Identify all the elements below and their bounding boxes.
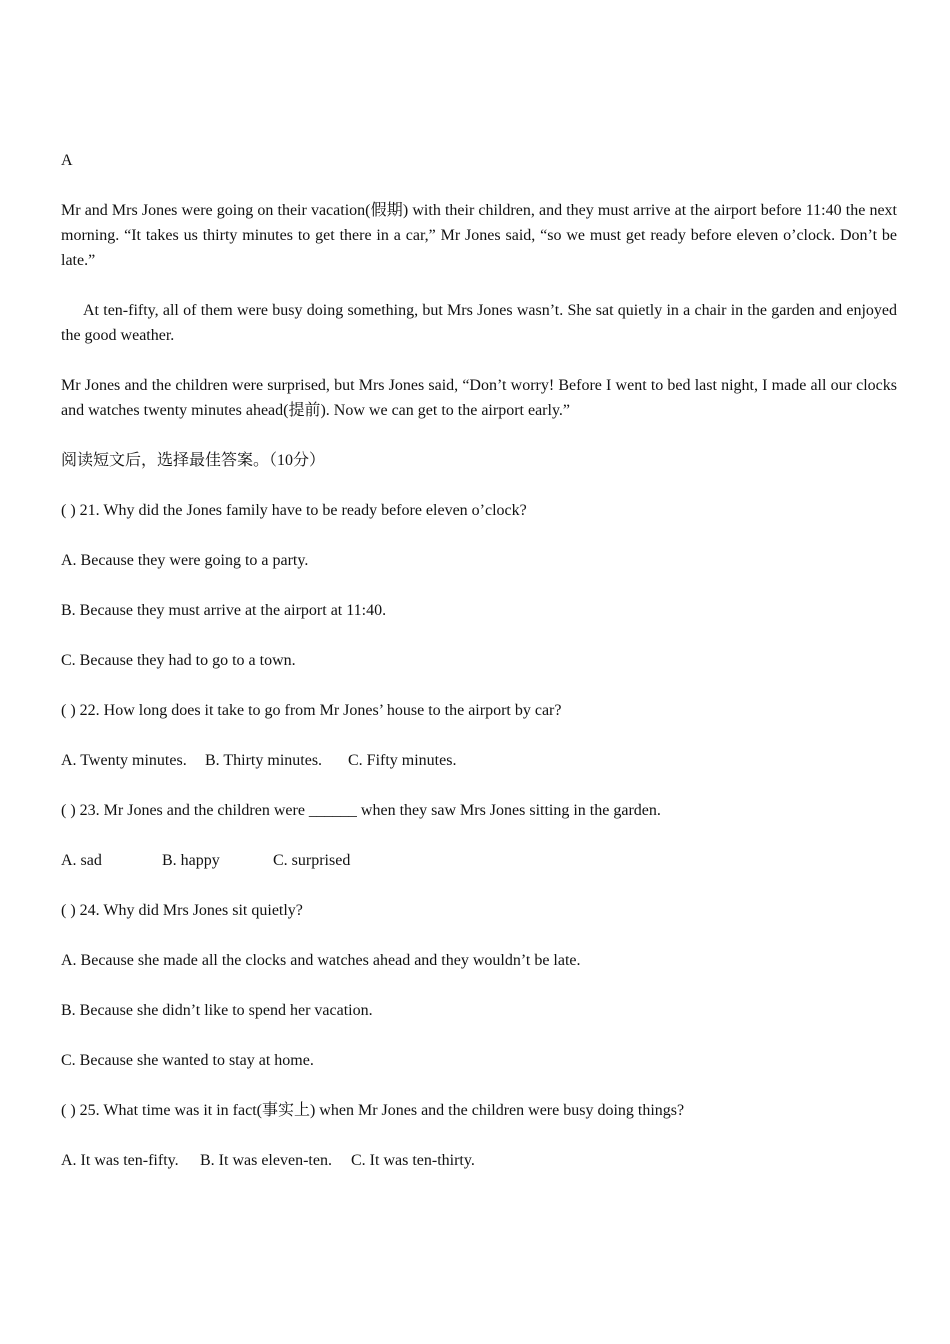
question-24-option-b: B. Because she didn’t like to spend her vacation. <box>61 1002 373 1019</box>
question-25-option-b: B. It was eleven-ten. <box>200 1152 332 1169</box>
passage-paragraph-3: Mr Jones and the children were surprised, but Mrs Jones said, “Don’t worry! Before I went to bed last night, I made all our clocks and watches twenty minutes ahead(提前). Now we can get to the airport early.” <box>61 377 897 419</box>
passage-paragraph-1: Mr and Mrs Jones were going on their vacation(假期) with their children, and they must arrive at the airport before 11:40 the next morning. “It takes us thirty minutes to get there in a car,” Mr Jones said, “so we must get ready before eleven o’clock. Don’t be late.” <box>61 202 897 269</box>
question-25-option-c: C. It was ten-thirty. <box>351 1152 475 1169</box>
question-23-options <box>61 848 897 873</box>
question-24-option-c: C. Because she wanted to stay at home. <box>61 1052 314 1069</box>
question-24-stem: ( ) 24. Why did Mrs Jones sit quietly? <box>61 902 303 919</box>
question-25-stem: ( ) 25. What time was it in fact(事实上) when Mr Jones and the children were busy doing things? <box>61 1102 685 1119</box>
passage-paragraph-2: At ten-fifty, all of them were busy doing something, but Mrs Jones wasn’t. She sat quietly in a chair in the garden and enjoyed the good weather. <box>61 302 897 344</box>
question-22-stem: ( ) 22. How long does it take to go from Mr Jones’ house to the airport by car? <box>61 702 562 719</box>
question-22-options <box>61 748 897 773</box>
question-21-stem: ( ) 21. Why did the Jones family have to be ready before eleven o’clock? <box>61 502 527 519</box>
question-21-option-c: C. Because they had to go to a town. <box>61 652 296 669</box>
question-25-options <box>61 1148 897 1173</box>
question-23-option-c: C. surprised <box>273 852 351 869</box>
question-24-option-a: A. Because she made all the clocks and watches ahead and they wouldn’t be late. <box>61 952 581 969</box>
question-21-option-a: A. Because they were going to a party. <box>61 552 309 569</box>
question-23-option-b: B. happy <box>162 852 220 869</box>
question-22-option-c: C. Fifty minutes. <box>348 752 457 769</box>
document-page <box>61 148 897 1173</box>
question-25-option-a: A. It was ten-fifty. <box>61 1152 179 1169</box>
question-21-option-b: B. Because they must arrive at the airport at 11:40. <box>61 602 387 619</box>
section-label: A <box>61 152 73 169</box>
question-23-stem: ( ) 23. Mr Jones and the children were ______ when they saw Mrs Jones sitting in the garden. <box>61 802 661 819</box>
question-22-option-b: B. Thirty minutes. <box>205 752 323 769</box>
question-22-option-a: A. Twenty minutes. <box>61 752 187 769</box>
instruction-text: 阅读短文后，选择最佳答案。（10分） <box>61 452 326 469</box>
question-23-option-a: A. sad <box>61 852 102 869</box>
